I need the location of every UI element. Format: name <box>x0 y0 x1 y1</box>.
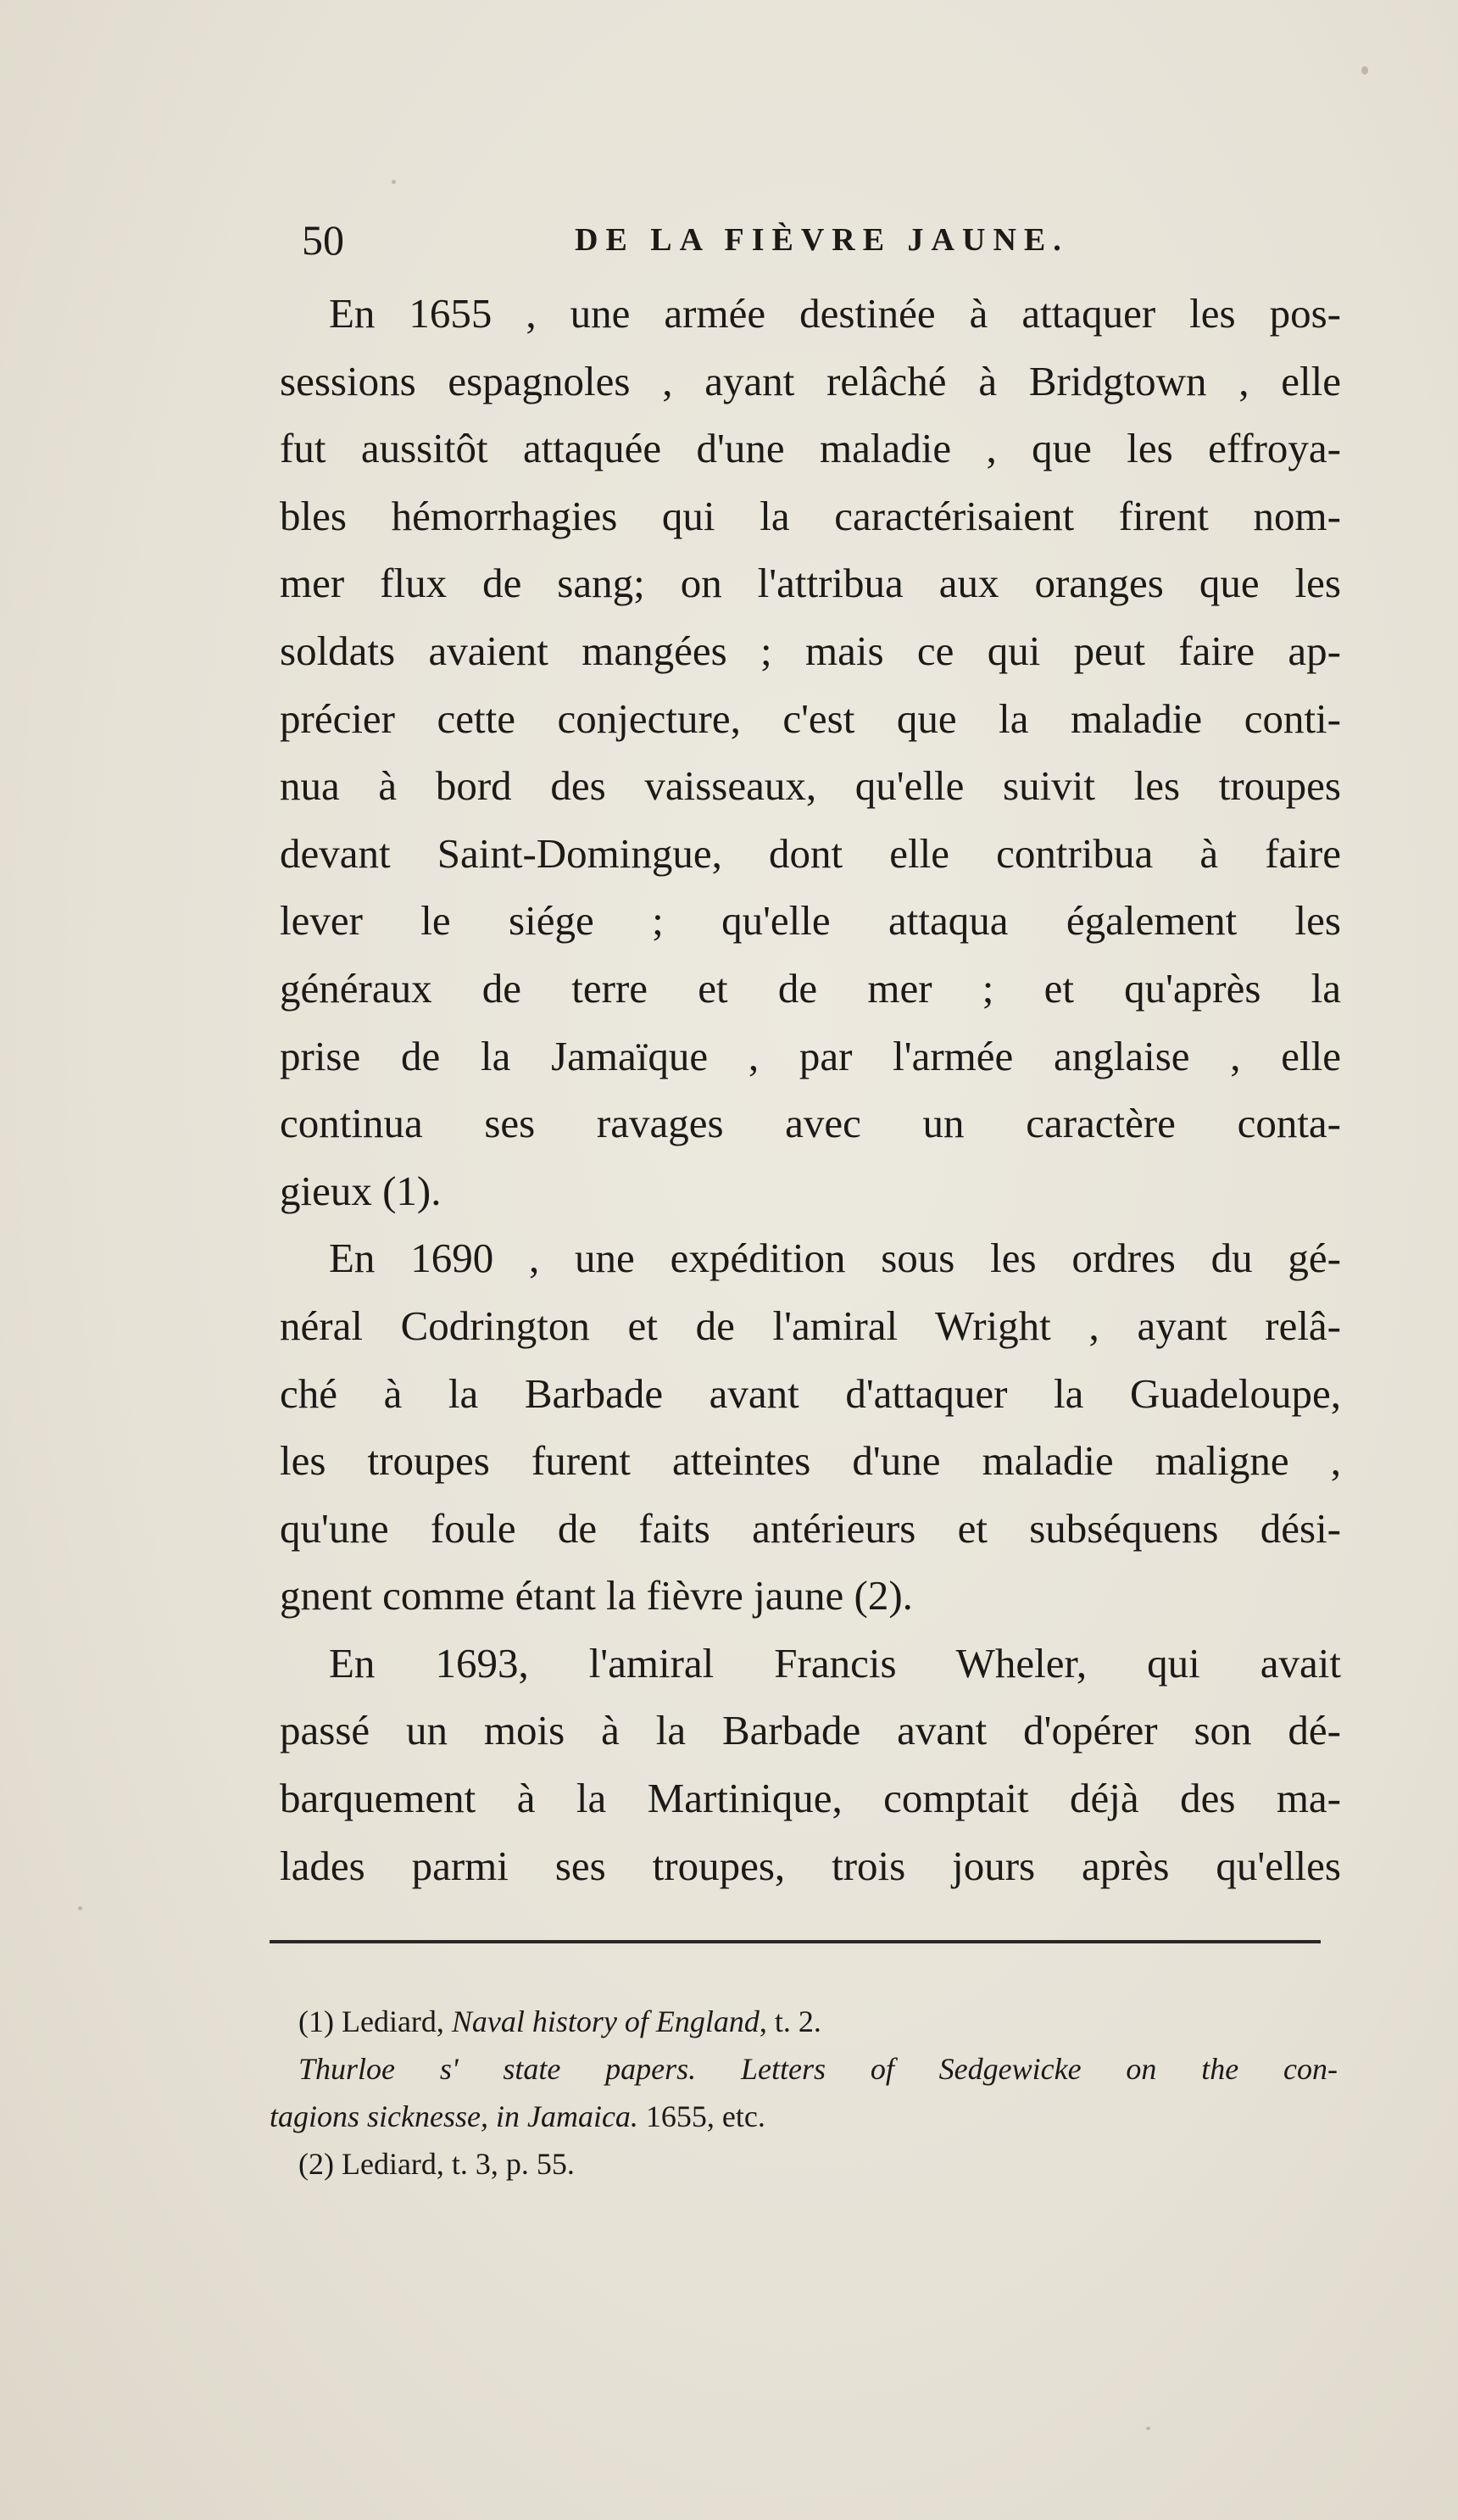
footnote-text: 1655, etc. <box>637 2099 765 2133</box>
text-line: lades parmi ses troupes, trois jours après qu'elles <box>280 1842 1341 1889</box>
paper-speck <box>1361 66 1368 75</box>
paragraph <box>280 1224 1341 1630</box>
text-line: barquement à la Martinique, comptait déjà des ma- <box>280 1775 1341 1822</box>
footnote-text: , t. 2. <box>759 2004 821 2038</box>
text-line: En 1655 , une armée destinée à attaquer les pos- <box>329 290 1341 337</box>
footnote-1 <box>270 1998 1338 2045</box>
footnote-rule <box>270 1940 1321 1943</box>
paragraph <box>280 280 1341 1224</box>
text-line: fut aussitôt attaquée d'une maladie , que les effroya- <box>280 425 1341 472</box>
text-line: devant Saint-Domingue, dont elle contribua à faire <box>280 829 1341 877</box>
text-line: continua ses ravages avec un caractère conta- <box>280 1100 1341 1147</box>
text-line: les troupes furent atteintes d'une maladie maligne , <box>280 1437 1341 1485</box>
text-line: ché à la Barbade avant d'attaquer la Guadeloupe, <box>280 1369 1341 1417</box>
text-line: mer flux de sang; on l'attribua aux oranges que les <box>280 560 1341 607</box>
paper-speck <box>1146 2427 1150 2430</box>
text-line: En 1690 , une expédition sous les ordres du gé- <box>329 1235 1341 1282</box>
footnote-1-continued: Thurloe s' state papers. Letters of Sedgewicke on the con- <box>298 2052 1338 2086</box>
text-line: nua à bord des vaisseaux, qu'elle suivit les troupes <box>280 762 1341 810</box>
footnote-2: (2) Lediard, t. 3, p. 55. <box>298 2147 575 2181</box>
text-line: bles hémorrhagies qui la caractérisaient firent nom- <box>280 492 1341 539</box>
running-title: DE LA FIÈVRE JAUNE. <box>575 222 1069 258</box>
text-line: lever le siége ; qu'elle attaqua également les <box>280 897 1341 945</box>
text-line: gnent comme étant la fièvre jaune (2). <box>280 1572 913 1620</box>
text-line: passé un mois à la Barbade avant d'opérer son dé- <box>280 1707 1341 1754</box>
running-header <box>302 210 1149 270</box>
paragraph <box>280 1630 1341 1899</box>
page-number: 50 <box>302 216 344 264</box>
text-line: précier cette conjecture, c'est que la maladie conti- <box>280 694 1341 742</box>
footnotes <box>270 1998 1338 2188</box>
text-line: néral Codrington et de l'amiral Wright , ayant relâ- <box>280 1302 1341 1349</box>
footnote-text: (1) Lediard, <box>298 2004 452 2038</box>
text-line: sessions espagnoles , ayant relâché à Bridgtown , elle <box>280 357 1341 404</box>
text-line: généraux de terre et de mer ; et qu'après la <box>280 964 1341 1012</box>
footnote-title: Naval history of England <box>451 2004 760 2038</box>
paper-speck <box>78 1906 82 1910</box>
footnote-1-continued <box>270 2093 1338 2140</box>
paper-speck <box>392 180 396 184</box>
text-line: soldats avaient mangées ; mais ce qui peut faire ap- <box>280 627 1341 674</box>
footnote-text: tagions sicknesse, in Jamaica. <box>270 2099 638 2133</box>
body-text <box>280 280 1341 1899</box>
text-line: gieux (1). <box>280 1167 442 1214</box>
text-line: qu'une foule de faits antérieurs et subséquens dési- <box>280 1504 1341 1552</box>
text-line: prise de la Jamaïque , par l'armée anglaise , elle <box>280 1032 1341 1079</box>
text-line: En 1693, l'amiral Francis Wheler, qui avait <box>329 1639 1341 1687</box>
